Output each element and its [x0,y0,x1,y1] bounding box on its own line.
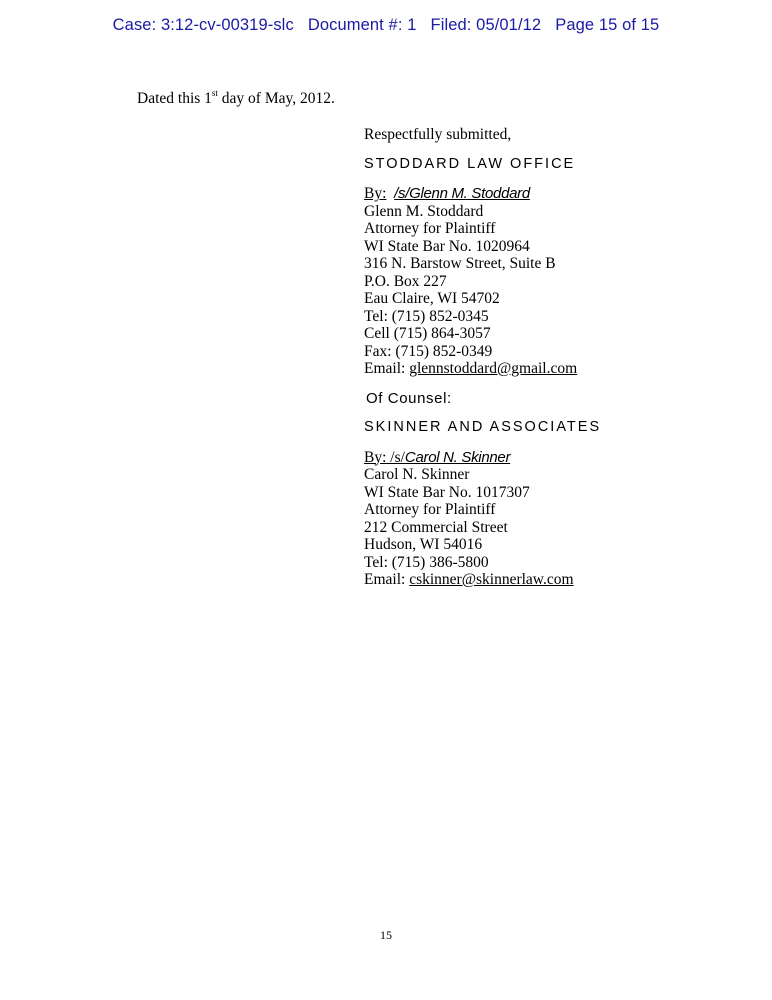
stoddard-email-line [364,360,601,378]
signature-line-skinner [364,449,601,467]
signature-line-stoddard [364,185,601,203]
skinner-line-name: Carol N. Skinner [364,466,470,483]
ecf-header [0,16,772,35]
stoddard-line-cell: Cell (715) 864-3057 [364,325,491,342]
skinner-line-role: Attorney for Plaintiff [364,501,496,518]
dated-ordinal: st [211,88,218,98]
email-label: Email: [364,360,406,377]
e-signature-stoddard: /s/Glenn M. Stoddard [394,185,530,202]
case-number: Case: 3:12-cv-00319-slc [112,16,294,34]
of-counsel-label: Of Counsel: [366,389,452,407]
by-label: By: [364,185,387,202]
dated-prefix: Dated this 1 [137,90,212,107]
stoddard-line-tel: Tel: (715) 852-0345 [364,307,489,325]
stoddard-line-name: Glenn M. Stoddard [364,202,484,220]
signature-block [364,126,601,589]
stoddard-line-bar: WI State Bar No. 1020964 [364,237,530,255]
dated-line [137,90,335,108]
firm-name-stoddard: STODDARD LAW OFFICE [364,155,576,172]
email-label: Email: [364,571,406,588]
e-signature-skinner: Carol N. Skinner [404,448,511,466]
stoddard-line-fax: Fax: (715) 852-0349 [364,342,493,360]
stoddard-line-role: Attorney for Plaintiff [364,220,496,237]
stoddard-email-link[interactable]: glennstoddard@gmail.com [409,360,578,377]
page-count: Page 15 of 15 [555,16,660,34]
document-number: Document #: 1 [307,16,417,34]
skinner-email-line [364,571,601,589]
skinner-line-city: Hudson, WI 54016 [364,536,483,553]
stoddard-line-city: Eau Claire, WI 54702 [364,290,500,307]
closing: Respectfully submitted, [364,126,512,143]
firm-name-skinner: SKINNER AND ASSOCIATES [364,419,602,435]
stoddard-line-pobox: P.O. Box 227 [364,272,447,290]
skinner-line-tel: Tel: (715) 386-5800 [364,553,489,571]
filed-date: Filed: 05/01/12 [430,16,542,34]
page-number: 15 [380,928,392,942]
skinner-line-bar: WI State Bar No. 1017307 [364,483,530,501]
by-label: By: /s/ [364,448,405,466]
skinner-line-street: 212 Commercial Street [364,518,508,536]
stoddard-line-street: 316 N. Barstow Street, Suite B [364,255,556,272]
skinner-email-link[interactable]: cskinner@skinnerlaw.com [409,571,574,588]
dated-suffix: day of May, 2012. [217,90,335,107]
